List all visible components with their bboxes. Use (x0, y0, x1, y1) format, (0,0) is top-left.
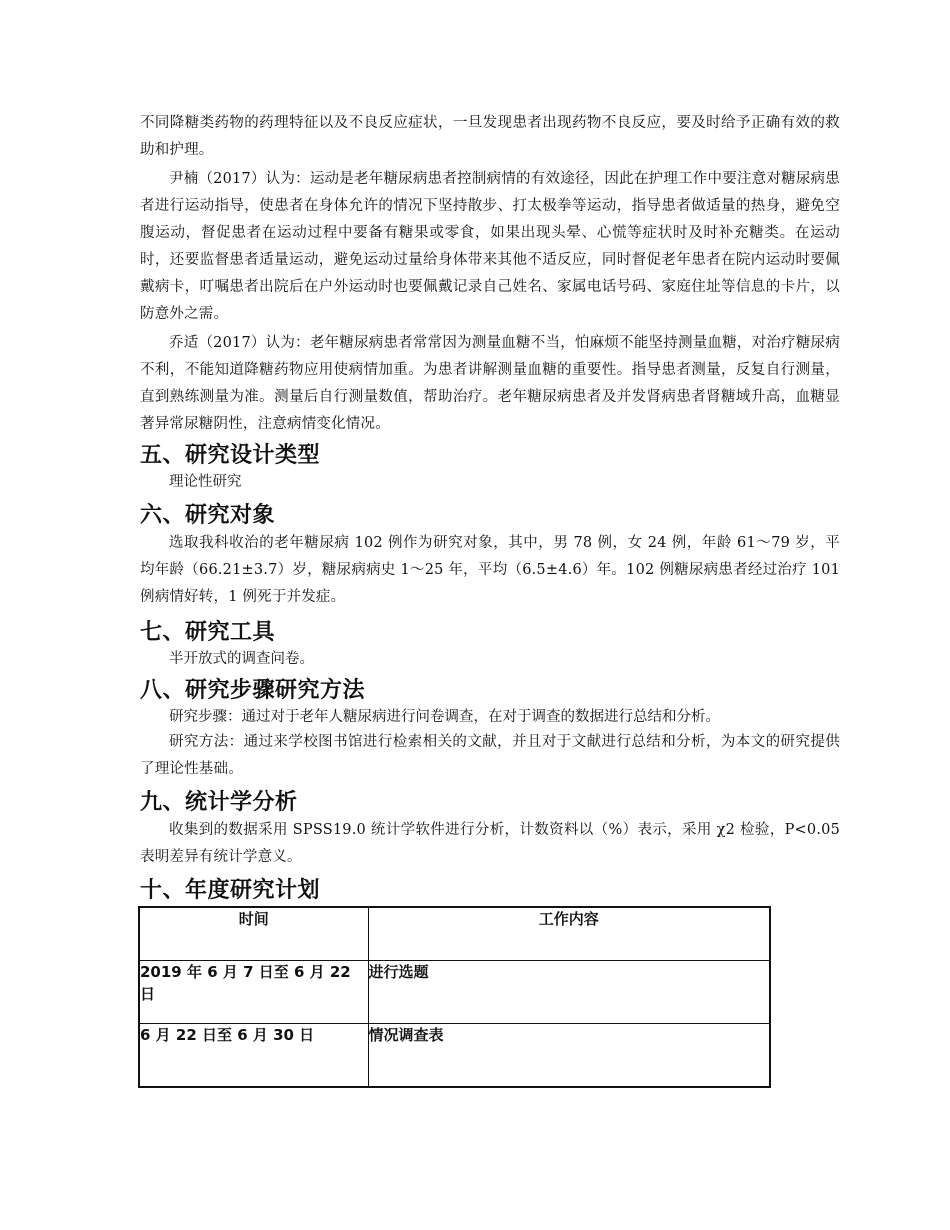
paragraph-intro-continuation: 不同降糖类药物的药理特征以及不良反应症状，一旦发现患者出现药物不良反应，要及时给予正确有效的救助和护理。 (140, 115, 840, 158)
table-header-row (139, 907, 770, 961)
section-heading-research-subjects: 六、研究对象 (140, 503, 276, 528)
table-cell-time: 6 月 22 日至 6 月 30 日 (139, 1024, 368, 1088)
table-cell-content: 进行选题 (368, 961, 770, 1024)
paragraph-yinnan: 尹楠（2017）认为：运动是老年糖尿病患者控制病情的有效途径，因此在护理工作中要注意对糖尿病患者进行运动指导，使患者在身体允许的情况下坚持散步、打太极拳等运动，指导患者做适量的热身，避免空腹运动，督促患者在运动过程中要备有糖果或零食，如果出现头晕、心慌等症状时及时补充糖类。在运动时，还要监督患者适量运动，避免运动过量给身体带来其他不适反应，同时督促老年患者在院内运动时要佩戴病卡，叮嘱患者出院后在户外运动时也要佩戴记录自己姓名、家属电话号码、家庭住址等信息的卡片，以防意外之需。 (140, 171, 840, 322)
table-cell-time: 2019 年 6 月 7 日至 6 月 22 日 (139, 961, 368, 1024)
paragraph-qiaoshi: 乔适（2017）认为：老年糖尿病患者常常因为测量血糖不当，怕麻烦不能坚持测量血糖，对治疗糖尿病不利，不能知道降糖药物应用使病情加重。为患者讲解测量血糖的重要性。指导患者测量，反复自行测量，直到熟练测量为准。测量后自行测量数值，帮助治疗。老年糖尿病患者及并发肾病患者肾糖域升高，血糖显著异常尿糖阴性，注意病情变化情况。 (140, 335, 840, 432)
section-heading-research-tools: 七、研究工具 (140, 620, 276, 645)
table-header-time: 时间 (139, 907, 368, 961)
section-heading-statistics: 九、统计学分析 (140, 790, 298, 815)
section-heading-annual-plan: 十、年度研究计划 (140, 878, 321, 903)
table-header-work-content: 工作内容 (368, 907, 770, 961)
section-body-research-steps: 研究步骤：通过对于老年人糖尿病进行问卷调查，在对于调查的数据进行总结和分析。 (169, 709, 720, 725)
table-row (139, 961, 770, 1024)
section-heading-steps-methods: 八、研究步骤研究方法 (140, 678, 366, 703)
document-body (140, 110, 840, 905)
section-heading-design-type: 五、研究设计类型 (140, 443, 321, 468)
table-cell-content: 情况调查表 (368, 1024, 770, 1088)
section-body-research-tools: 半开放式的调查问卷。 (169, 651, 314, 667)
section-body-statistics: 收集到的数据采用 SPSS19.0 统计学软件进行分析，计数资料以（%）表示，采用 χ2 检验，P<0.05 表明差异有统计学意义。 (140, 822, 840, 865)
section-body-research-subjects: 选取我科收治的老年糖尿病 102 例作为研究对象，其中，男 78 例，女 24 例，年龄 61～79 岁，平均年龄（66.21±3.7）岁，糖尿病病史 1～25 年，平均（6.5±4.6）年。102 例糖尿病患者经过治疗 101 例病情好转，1 例死于并发症。 (140, 535, 840, 605)
section-body-research-methods: 研究方法：通过来学校图书馆进行检索相关的文献，并且对于文献进行总结和分析，为本文的研究提供了理论性基础。 (140, 734, 840, 777)
section-body-design-type: 理论性研究 (169, 474, 242, 490)
table-row (139, 1024, 770, 1088)
annual-plan-table (138, 906, 771, 1088)
